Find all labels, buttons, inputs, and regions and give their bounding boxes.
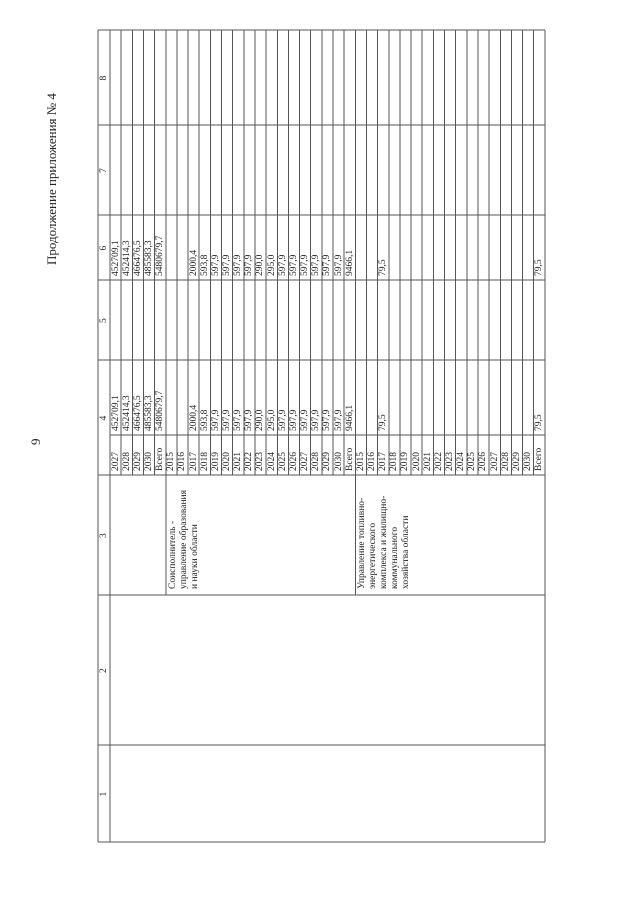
col6-value: 79,5 [534, 259, 545, 276]
executor-text: управление образования [178, 490, 189, 589]
year-cell: 2029 [132, 452, 143, 471]
page-title: Продолжение приложения № 4 [44, 93, 59, 265]
year-cell: 2025 [467, 452, 478, 471]
column-number: 4 [99, 415, 109, 421]
year-cell: 2020 [222, 452, 232, 471]
column-number: 7 [99, 168, 109, 173]
executor-text: хозяйства области [401, 515, 412, 589]
col4-value: 5480679,7 [155, 390, 166, 431]
year-cell: 2027 [300, 452, 311, 471]
col6-value: 597,9 [322, 254, 333, 276]
col6-value: 2000,4 [188, 249, 199, 276]
year-cell: 2029 [322, 452, 333, 471]
col4-value: 597,9 [322, 409, 333, 431]
year-cell: 2027 [110, 452, 121, 471]
col6-value: 452709,1 [110, 240, 121, 276]
year-cell: 2015 [166, 452, 177, 471]
year-cell: 2029 [511, 452, 522, 471]
year-cell: 2017 [378, 452, 389, 471]
page-number: 9 [28, 438, 43, 445]
col4-value: 597,9 [300, 409, 311, 431]
col6-value: 597,9 [244, 254, 255, 276]
col4-value: 452709,1 [110, 395, 121, 431]
executor-text: коммунального [390, 526, 401, 589]
col4-value: 597,9 [222, 409, 232, 431]
col4-value: 597,9 [333, 409, 344, 431]
year-cell: 2026 [288, 452, 299, 471]
col4-value: 2000,4 [188, 404, 199, 431]
column-number: 3 [99, 533, 109, 538]
year-cell: 2028 [121, 452, 132, 471]
year-cell: 2026 [478, 452, 489, 471]
year-cell: 2019 [400, 452, 411, 471]
col4-value: 290,0 [255, 409, 266, 431]
col4-value: 597,9 [277, 409, 288, 431]
col4-value: 452414,3 [121, 395, 132, 431]
column-number: 6 [99, 245, 109, 251]
year-cell: 2030 [333, 452, 344, 471]
column-number: 2 [99, 668, 109, 673]
executor-text: энергетического [368, 522, 379, 589]
col4-value: 597,9 [210, 409, 221, 431]
column-number: 1 [99, 791, 109, 797]
col6-value: 79,5 [378, 259, 389, 276]
col6-value: 597,9 [300, 254, 311, 276]
year-cell: 2030 [143, 452, 154, 471]
col4-value: 597,9 [244, 409, 255, 431]
executor-text: и науки области [189, 524, 200, 589]
year-cell: 2017 [188, 452, 199, 471]
year-cell: 2024 [456, 452, 467, 471]
col6-value: 295,0 [266, 254, 277, 276]
year-cell: 2022 [433, 452, 444, 471]
col6-value: 466476,5 [132, 240, 143, 276]
year-cell: 2027 [489, 452, 500, 471]
year-cell: 2030 [523, 452, 534, 471]
col4-value: 597,9 [233, 409, 244, 431]
col4-value: 597,9 [311, 409, 322, 431]
column-number: 5 [99, 318, 109, 323]
col6-value: 593,8 [199, 254, 210, 276]
year-cell: Всего [155, 447, 166, 471]
year-cell: 2016 [177, 452, 188, 471]
executor-text: комплекса и жилищно- [379, 495, 390, 589]
col6-value: 485583,3 [143, 240, 154, 276]
year-cell: 2018 [389, 452, 400, 471]
col4-value: 597,9 [288, 409, 299, 431]
year-cell: 2019 [210, 452, 221, 471]
col6-value: 597,9 [210, 254, 221, 276]
col4-value: 593,8 [199, 409, 210, 431]
col4-value: 466476,5 [132, 395, 143, 431]
year-cell: 2016 [366, 452, 377, 471]
year-cell: 2028 [500, 452, 511, 471]
col6-value: 9466,1 [344, 249, 355, 276]
year-cell: 2018 [199, 452, 210, 471]
column-number: 8 [99, 75, 109, 81]
col6-value: 597,9 [311, 254, 322, 276]
year-cell: 2020 [411, 452, 422, 471]
year-cell: 2022 [244, 452, 255, 471]
col6-value: 452414,3 [121, 240, 132, 276]
year-cell: 2028 [311, 452, 322, 471]
col4-value: 295,0 [266, 409, 277, 431]
year-cell: Всего [344, 447, 355, 471]
col6-value: 597,9 [222, 254, 232, 276]
col4-value: 79,5 [378, 414, 389, 431]
col6-value: 597,9 [333, 254, 344, 276]
col4-value: 9466,1 [344, 404, 355, 431]
col6-value: 5480679,7 [155, 235, 166, 276]
col6-value: 290,0 [255, 254, 266, 276]
year-cell: 2023 [445, 452, 455, 471]
col6-value: 597,9 [233, 254, 244, 276]
col6-value: 597,9 [288, 254, 299, 276]
year-cell: 2023 [255, 452, 266, 471]
executor-text: Управление топливно- [357, 497, 368, 589]
col6-value: 597,9 [277, 254, 288, 276]
year-cell: Всего [534, 447, 545, 471]
col4-value: 485583,3 [143, 395, 154, 431]
year-cell: 2021 [233, 452, 244, 471]
year-cell: 2015 [355, 452, 366, 471]
year-cell: 2021 [422, 452, 433, 471]
year-cell: 2024 [266, 452, 277, 471]
col4-value: 79,5 [534, 414, 545, 431]
executor-text: Соисполнитель - [167, 521, 178, 589]
year-cell: 2025 [277, 452, 288, 471]
